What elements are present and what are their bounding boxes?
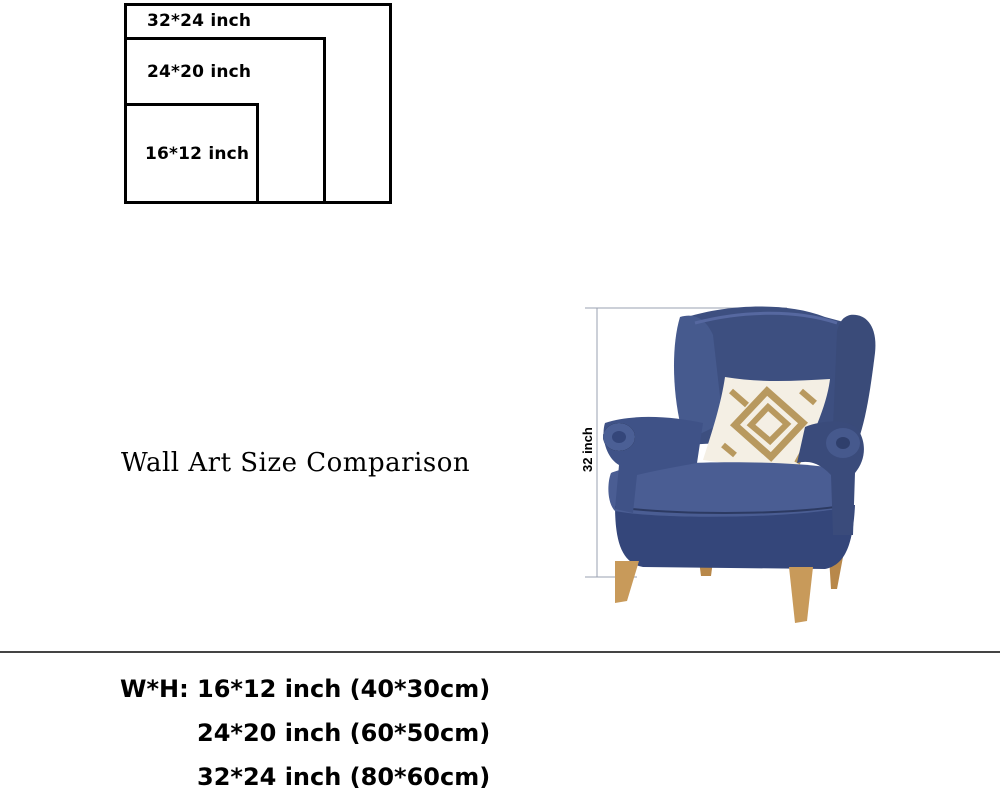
chair-leg-front-right	[789, 567, 813, 623]
armchair-illustration	[575, 295, 895, 635]
dimension-line-16x12: 16*12 inch (40*30cm)	[197, 675, 491, 703]
chair-wing-right	[833, 315, 875, 435]
section-divider	[0, 651, 1000, 653]
chair-leg-front-left	[615, 561, 639, 603]
size-label-24x20: 24*20 inch	[147, 62, 252, 82]
size-label-32x24: 32*24 inch	[147, 11, 252, 31]
page-caption: Wall Art Size Comparison	[121, 448, 471, 478]
dimension-line-24x20: 24*20 inch (60*50cm)	[197, 719, 491, 747]
size-box-16x12	[124, 103, 259, 204]
size-label-16x12: 16*12 inch	[145, 144, 250, 164]
chair-height-label: 32 inch	[580, 427, 595, 472]
dimensions-prefix: W*H:	[120, 675, 189, 703]
dimension-line-32x24: 32*24 inch (80*60cm)	[197, 763, 491, 791]
